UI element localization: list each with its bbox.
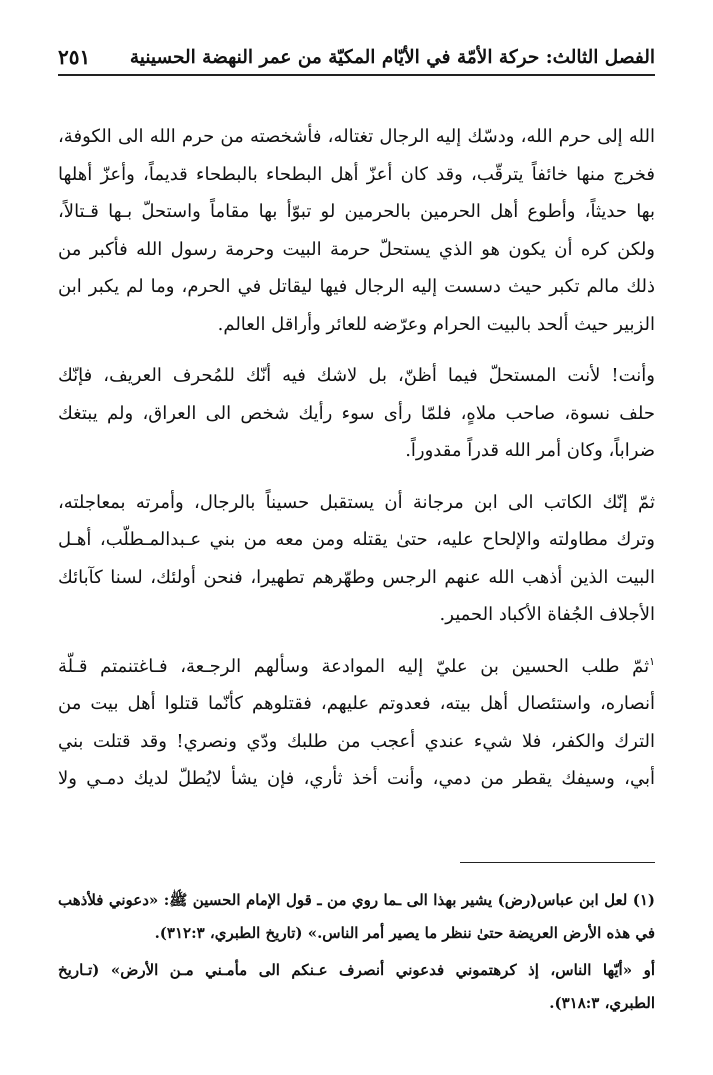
footnote-line: (١) لعل ابن عباس(رض) يشير بهذا الى ـما روي من ـ قول الإمام الحسين ﷺ: «دعوني فلأذهب [58,891,655,909]
text-line: أنصاره، واستئصال أهل بيته، فعدوتم عليهم، فقتلوهم كأنّما قتلوا أهل بيت من [58,693,655,714]
footnote-separator [460,862,655,863]
footnote-line: الطبري، ٣١٨:٣). [549,994,655,1012]
text-line: وترك مطاولته والإلحاح عليه، حتىٰ يقتله ومن معه من بني عـبدالمـطلّب، أهـل [58,529,655,550]
text-line: أبي، وسيفك يقطر من دمي، وأنت أخذ ثأري، فإن يشأ لايُطلّ لديك دمـي ولا [58,768,655,789]
text-line: الأجلاف الجُفاة الأكباد الحمير. [439,604,655,625]
footnote-2 [58,954,655,1020]
footnote-marker: ١ [649,654,655,668]
running-header [58,40,655,76]
paragraph-4 [58,648,655,798]
text-line: ولكن كره أن يكون هو الذي يستحلّ حرمة البيت وحرمة رسول الله فأكبر من [58,238,655,260]
text-line: البيت الذين أذهب الله عنهم الرجس وطهّرهم تطهيرا، فنحن أولئك، لسنا كآبائك [58,566,655,588]
footnote-1 [58,884,655,950]
page-number: ٢٥١ [58,45,91,69]
text-line: وأنت! لأنت المستحلّ فيما أظنّ، بل لاشك فيه أنّك للمُحرف العريف، فإنّك [58,365,655,386]
text-line: فخرج منها خائفاً يترقّب، وقد كان أعزّ أهل البطحاء بالبطحاء قديماً، وأعزّ أهلها [58,163,655,185]
text-line: ثمّ إنّك الكاتب الى ابن مرجانة أن يستقبل حسيناً بالرجال، وأمرته بمعاجلته، [58,491,655,513]
text-line: ذلك مالم تكبر حيث دسست إليه الرجال فيها ليقاتل في الحرم، وما لم يكبر ابن [58,276,655,297]
footnote-line: في هذه الأرض العريضة حتىٰ ننظر ما يصير أمر الناس.» (تاريخ الطبري، ٣١٢:٣). [154,924,655,942]
text-line-content: ثمّ طلب الحسين بن عليّ إليه الموادعة وسألهم الرجـعة، فـاغتنمتم قـلّة [58,655,650,677]
paragraph-2 [58,357,655,470]
text-line: الترك والكفر، فلا شيء عندي أعجب من طلبك ودّي ونصري! وقد قتلت بني [58,730,655,752]
text-line: الزبير حيث ألحد بالبيت الحرام وعرّضه للعائر وأراقل العالم. [217,313,655,335]
chapter-title: الفصل الثالث: حركة الأمّة في الأيّام المكيّة من عمر النهضة الحسينية [129,46,655,68]
text-line: بها حديثاً، وأطوع أهل الحرمين بالحرمين لو تبوّأ بها مقاماً واستحلّ بـها قـتالاً، [58,201,655,222]
text-line: الله إلى حرم الله، ودسّك إليه الرجال تغتاله، فأشخصته من حرم الله الى الكوفة، [58,126,655,147]
footnote-line: أو «أيّها الناس، إذ كرهتموني فدعوني أنصرف عـنكم الى مأمـني مـن الأرض» (تـاريخ [58,961,655,979]
paragraph-1 [58,118,655,343]
main-text [58,118,655,812]
paragraph-3 [58,484,655,634]
footnotes [58,884,655,1020]
text-line: حلف نسوة، صاحب ملاهٍ، فلمّا رأى سوء رأيك شخص الى العراق، ولم يبتغك [58,402,655,424]
text-line: ضراباً، وكان أمر الله قدراً مقدوراً. [405,440,655,461]
text-line-with-footnote [58,648,655,686]
